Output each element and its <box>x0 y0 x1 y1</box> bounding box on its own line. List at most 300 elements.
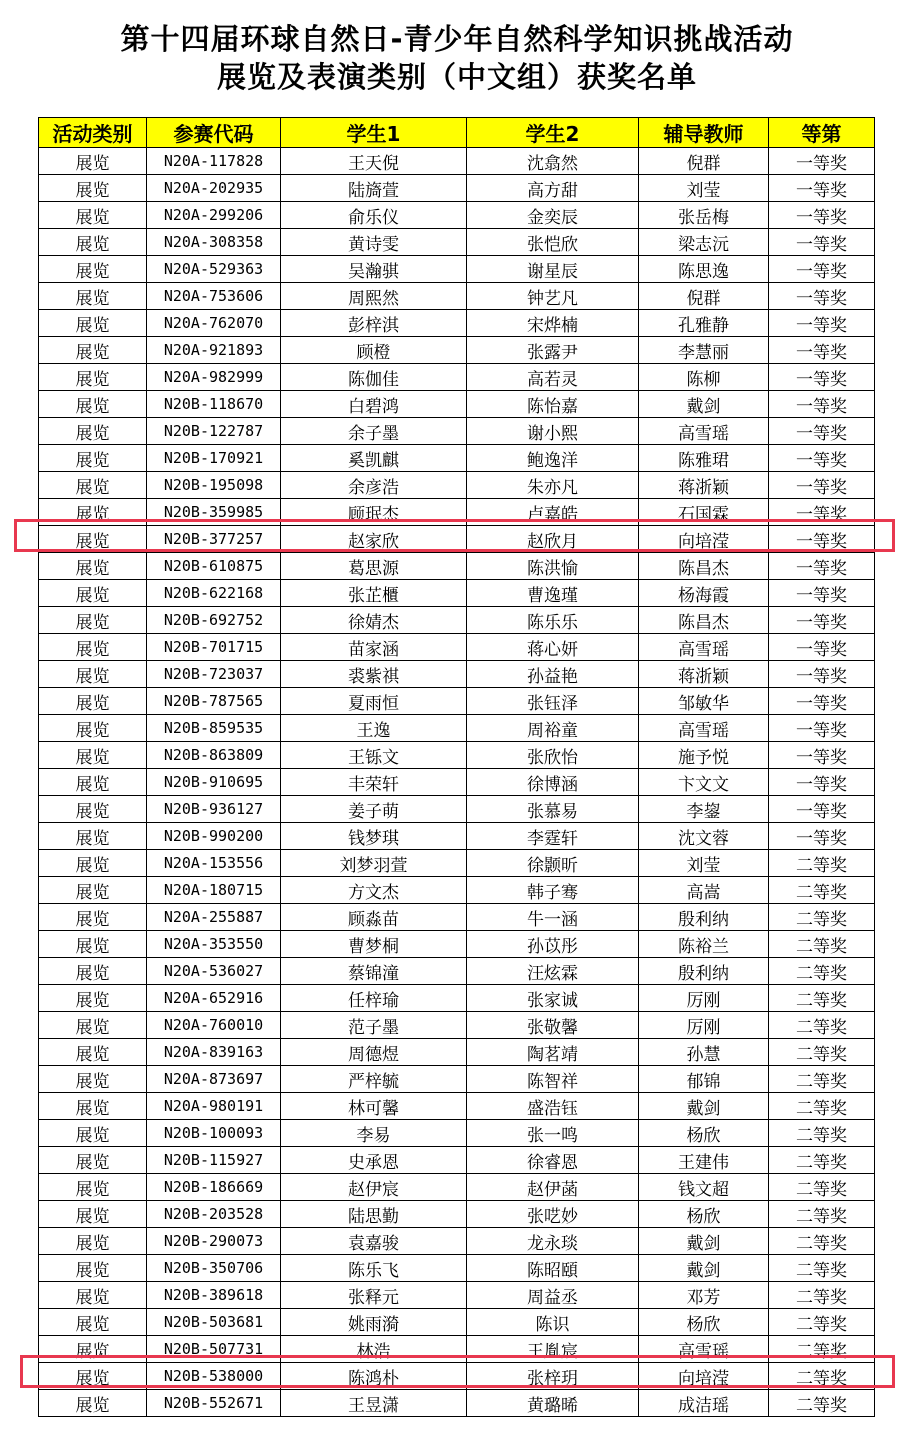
cell-student-1: 任梓瑜 <box>281 985 467 1012</box>
table-row <box>39 1120 875 1147</box>
header-teacher: 辅导教师 <box>639 118 769 148</box>
cell-award: 一等奖 <box>769 229 875 256</box>
cell-code: N20A-873697 <box>147 1066 281 1093</box>
cell-student-1: 余子墨 <box>281 418 467 445</box>
cell-student-2: 汪炫霖 <box>467 958 639 985</box>
cell-code: N20B-389618 <box>147 1282 281 1309</box>
cell-student-1: 蔡锦潼 <box>281 958 467 985</box>
table-row <box>39 1066 875 1093</box>
cell-student-1: 苗家涵 <box>281 634 467 661</box>
table-row <box>39 796 875 823</box>
table-row <box>39 904 875 931</box>
award-table <box>38 117 875 1417</box>
cell-teacher: 倪群 <box>639 283 769 310</box>
cell-award: 二等奖 <box>769 1174 875 1201</box>
cell-category: 展览 <box>39 796 147 823</box>
cell-teacher: 殷利纳 <box>639 904 769 931</box>
cell-student-2: 张欣怡 <box>467 742 639 769</box>
cell-teacher: 向培滢 <box>639 1363 769 1390</box>
cell-student-2: 陈洪愉 <box>467 553 639 580</box>
cell-student-2: 黄璐晞 <box>467 1390 639 1417</box>
cell-code: N20B-787565 <box>147 688 281 715</box>
cell-teacher: 蒋浙颖 <box>639 472 769 499</box>
cell-student-1: 丰荣轩 <box>281 769 467 796</box>
cell-award: 二等奖 <box>769 1120 875 1147</box>
cell-code: N20B-359985 <box>147 499 281 526</box>
cell-category: 展览 <box>39 1336 147 1363</box>
table-row <box>39 526 875 553</box>
cell-category: 展览 <box>39 1309 147 1336</box>
table-row <box>39 1336 875 1363</box>
cell-student-2: 孙益艳 <box>467 661 639 688</box>
cell-teacher: 殷利纳 <box>639 958 769 985</box>
cell-teacher: 戴剑 <box>639 1228 769 1255</box>
table-row <box>39 634 875 661</box>
cell-category: 展览 <box>39 1228 147 1255</box>
table-row <box>39 202 875 229</box>
cell-student-1: 周德煜 <box>281 1039 467 1066</box>
cell-teacher: 李慧丽 <box>639 337 769 364</box>
cell-award: 二等奖 <box>769 1228 875 1255</box>
cell-student-2: 沈翕然 <box>467 148 639 175</box>
cell-student-1: 王天倪 <box>281 148 467 175</box>
cell-student-1: 黄诗雯 <box>281 229 467 256</box>
cell-code: N20A-255887 <box>147 904 281 931</box>
cell-teacher: 向培滢 <box>639 526 769 553</box>
cell-code: N20B-350706 <box>147 1255 281 1282</box>
cell-code: N20A-308358 <box>147 229 281 256</box>
cell-award: 二等奖 <box>769 1336 875 1363</box>
cell-code: N20B-859535 <box>147 715 281 742</box>
cell-category: 展览 <box>39 1390 147 1417</box>
cell-student-1: 钱梦琪 <box>281 823 467 850</box>
cell-code: N20A-536027 <box>147 958 281 985</box>
cell-category: 展览 <box>39 661 147 688</box>
cell-category: 展览 <box>39 823 147 850</box>
cell-student-1: 顾淼苗 <box>281 904 467 931</box>
cell-category: 展览 <box>39 1147 147 1174</box>
cell-teacher: 刘莹 <box>639 850 769 877</box>
cell-award: 一等奖 <box>769 499 875 526</box>
table-row <box>39 148 875 175</box>
cell-student-2: 徐颢昕 <box>467 850 639 877</box>
cell-student-1: 曹梦桐 <box>281 931 467 958</box>
header-category: 活动类别 <box>39 118 147 148</box>
cell-code: N20B-863809 <box>147 742 281 769</box>
cell-teacher: 陈昌杰 <box>639 607 769 634</box>
cell-award: 一等奖 <box>769 661 875 688</box>
cell-teacher: 王建伟 <box>639 1147 769 1174</box>
cell-award: 一等奖 <box>769 283 875 310</box>
cell-student-2: 高若灵 <box>467 364 639 391</box>
cell-teacher: 邓芳 <box>639 1282 769 1309</box>
cell-code: N20B-610875 <box>147 553 281 580</box>
cell-teacher: 高雪瑶 <box>639 715 769 742</box>
cell-category: 展览 <box>39 1093 147 1120</box>
cell-award: 二等奖 <box>769 1201 875 1228</box>
cell-code: N20A-921893 <box>147 337 281 364</box>
cell-award: 二等奖 <box>769 1147 875 1174</box>
cell-student-1: 史承恩 <box>281 1147 467 1174</box>
cell-code: N20B-701715 <box>147 634 281 661</box>
cell-student-2: 张家诚 <box>467 985 639 1012</box>
table-row <box>39 661 875 688</box>
cell-award: 一等奖 <box>769 472 875 499</box>
cell-teacher: 卞文文 <box>639 769 769 796</box>
cell-student-2: 徐博涵 <box>467 769 639 796</box>
cell-award: 一等奖 <box>769 364 875 391</box>
cell-code: N20A-753606 <box>147 283 281 310</box>
cell-student-2: 李霆轩 <box>467 823 639 850</box>
cell-teacher: 刘莹 <box>639 175 769 202</box>
table-row <box>39 877 875 904</box>
table-row <box>39 553 875 580</box>
cell-category: 展览 <box>39 256 147 283</box>
cell-category: 展览 <box>39 985 147 1012</box>
header-student-2: 学生2 <box>467 118 639 148</box>
cell-student-1: 顾珉杰 <box>281 499 467 526</box>
cell-teacher: 陈思逸 <box>639 256 769 283</box>
cell-award: 二等奖 <box>769 877 875 904</box>
cell-student-2: 徐睿恩 <box>467 1147 639 1174</box>
cell-category: 展览 <box>39 688 147 715</box>
cell-student-2: 王胤宸 <box>467 1336 639 1363</box>
cell-category: 展览 <box>39 499 147 526</box>
cell-teacher: 厉刚 <box>639 985 769 1012</box>
table-row <box>39 1039 875 1066</box>
cell-student-2: 陶茗靖 <box>467 1039 639 1066</box>
cell-teacher: 成洁瑶 <box>639 1390 769 1417</box>
cell-student-2: 陈怡嘉 <box>467 391 639 418</box>
cell-teacher: 邹敏华 <box>639 688 769 715</box>
cell-student-2: 高方甜 <box>467 175 639 202</box>
cell-teacher: 厉刚 <box>639 1012 769 1039</box>
cell-student-1: 方文杰 <box>281 877 467 904</box>
cell-category: 展览 <box>39 1012 147 1039</box>
cell-code: N20A-153556 <box>147 850 281 877</box>
cell-teacher: 孙慧 <box>639 1039 769 1066</box>
cell-category: 展览 <box>39 1039 147 1066</box>
cell-award: 一等奖 <box>769 580 875 607</box>
cell-student-2: 曹逸瑾 <box>467 580 639 607</box>
cell-student-2: 张恺欣 <box>467 229 639 256</box>
cell-student-1: 刘梦羽萱 <box>281 850 467 877</box>
cell-code: N20B-538000 <box>147 1363 281 1390</box>
cell-student-2: 谢星辰 <box>467 256 639 283</box>
table-row <box>39 283 875 310</box>
cell-student-1: 王铄文 <box>281 742 467 769</box>
table-row <box>39 1201 875 1228</box>
cell-student-1: 彭梓淇 <box>281 310 467 337</box>
cell-student-2: 张一鸣 <box>467 1120 639 1147</box>
cell-code: N20B-910695 <box>147 769 281 796</box>
cell-student-2: 蒋心妍 <box>467 634 639 661</box>
cell-teacher: 李鋆 <box>639 796 769 823</box>
cell-student-1: 张芷櫃 <box>281 580 467 607</box>
cell-category: 展览 <box>39 1120 147 1147</box>
cell-category: 展览 <box>39 337 147 364</box>
cell-code: N20B-552671 <box>147 1390 281 1417</box>
table-row <box>39 580 875 607</box>
cell-student-2: 宋烨楠 <box>467 310 639 337</box>
cell-student-1: 林可馨 <box>281 1093 467 1120</box>
cell-student-1: 葛思源 <box>281 553 467 580</box>
cell-student-1: 赵家欣 <box>281 526 467 553</box>
cell-award: 二等奖 <box>769 958 875 985</box>
cell-category: 展览 <box>39 472 147 499</box>
table-row <box>39 1093 875 1120</box>
cell-award: 一等奖 <box>769 310 875 337</box>
cell-award: 二等奖 <box>769 1390 875 1417</box>
cell-teacher: 陈昌杰 <box>639 553 769 580</box>
table-row <box>39 391 875 418</box>
cell-student-1: 陈鸿朴 <box>281 1363 467 1390</box>
cell-student-1: 姜子萌 <box>281 796 467 823</box>
cell-category: 展览 <box>39 931 147 958</box>
cell-award: 一等奖 <box>769 337 875 364</box>
header-student-1: 学生1 <box>281 118 467 148</box>
table-row <box>39 418 875 445</box>
cell-teacher: 钱文超 <box>639 1174 769 1201</box>
header-award: 等第 <box>769 118 875 148</box>
cell-student-2: 张露尹 <box>467 337 639 364</box>
cell-award: 一等奖 <box>769 175 875 202</box>
cell-award: 二等奖 <box>769 985 875 1012</box>
cell-code: N20A-980191 <box>147 1093 281 1120</box>
table-row <box>39 1390 875 1417</box>
cell-category: 展览 <box>39 526 147 553</box>
cell-student-1: 王昱潇 <box>281 1390 467 1417</box>
cell-award: 二等奖 <box>769 1039 875 1066</box>
cell-student-1: 白碧鸿 <box>281 391 467 418</box>
cell-student-2: 卢嘉皓 <box>467 499 639 526</box>
cell-student-1: 徐婧杰 <box>281 607 467 634</box>
table-row <box>39 1282 875 1309</box>
table-row <box>39 175 875 202</box>
table-row <box>39 931 875 958</box>
cell-student-2: 赵欣月 <box>467 526 639 553</box>
cell-award: 一等奖 <box>769 742 875 769</box>
cell-award: 二等奖 <box>769 931 875 958</box>
cell-student-1: 张释元 <box>281 1282 467 1309</box>
table-row <box>39 256 875 283</box>
page-title-line-2: 展览及表演类别（中文组）获奖名单 <box>216 60 697 94</box>
cell-teacher: 戴剑 <box>639 1093 769 1120</box>
cell-code: N20B-507731 <box>147 1336 281 1363</box>
cell-award: 一等奖 <box>769 418 875 445</box>
cell-student-1: 陈伽佳 <box>281 364 467 391</box>
table-header-row <box>39 118 875 148</box>
cell-category: 展览 <box>39 742 147 769</box>
cell-code: N20B-100093 <box>147 1120 281 1147</box>
cell-student-1: 陆思勤 <box>281 1201 467 1228</box>
cell-student-2: 陈昭頤 <box>467 1255 639 1282</box>
cell-code: N20B-170921 <box>147 445 281 472</box>
header-code: 参赛代码 <box>147 118 281 148</box>
cell-category: 展览 <box>39 445 147 472</box>
cell-teacher: 陈柳 <box>639 364 769 391</box>
cell-student-2: 孙苡彤 <box>467 931 639 958</box>
cell-teacher: 倪群 <box>639 148 769 175</box>
cell-teacher: 郁锦 <box>639 1066 769 1093</box>
cell-student-2: 周益丞 <box>467 1282 639 1309</box>
cell-award: 一等奖 <box>769 634 875 661</box>
cell-code: N20A-762070 <box>147 310 281 337</box>
cell-student-1: 姚雨漪 <box>281 1309 467 1336</box>
page-title-line-1: 第十四届环球自然日-青少年自然科学知识挑战活动 <box>120 22 794 56</box>
cell-category: 展览 <box>39 553 147 580</box>
cell-award: 一等奖 <box>769 823 875 850</box>
table-row <box>39 229 875 256</box>
cell-award: 一等奖 <box>769 796 875 823</box>
cell-category: 展览 <box>39 310 147 337</box>
cell-category: 展览 <box>39 175 147 202</box>
cell-student-1: 陈乐飞 <box>281 1255 467 1282</box>
cell-teacher: 杨海霞 <box>639 580 769 607</box>
cell-teacher: 沈文蓉 <box>639 823 769 850</box>
cell-award: 一等奖 <box>769 553 875 580</box>
cell-student-1: 范子墨 <box>281 1012 467 1039</box>
cell-teacher: 高雪瑶 <box>639 1336 769 1363</box>
cell-category: 展览 <box>39 634 147 661</box>
cell-award: 一等奖 <box>769 202 875 229</box>
table-row <box>39 1228 875 1255</box>
cell-code: N20A-760010 <box>147 1012 281 1039</box>
cell-student-2: 盛浩钰 <box>467 1093 639 1120</box>
cell-category: 展览 <box>39 283 147 310</box>
cell-teacher: 蒋浙颖 <box>639 661 769 688</box>
cell-student-2: 朱亦凡 <box>467 472 639 499</box>
cell-code: N20A-117828 <box>147 148 281 175</box>
cell-code: N20B-115927 <box>147 1147 281 1174</box>
cell-student-1: 陆旖萱 <box>281 175 467 202</box>
cell-teacher: 杨欣 <box>639 1201 769 1228</box>
table-row <box>39 1147 875 1174</box>
cell-category: 展览 <box>39 418 147 445</box>
cell-award: 二等奖 <box>769 1012 875 1039</box>
cell-student-2: 谢小熙 <box>467 418 639 445</box>
cell-award: 一等奖 <box>769 769 875 796</box>
cell-category: 展览 <box>39 850 147 877</box>
cell-student-2: 赵伊菡 <box>467 1174 639 1201</box>
cell-award: 二等奖 <box>769 904 875 931</box>
cell-student-2: 鲍逸洋 <box>467 445 639 472</box>
table-row <box>39 607 875 634</box>
table-row <box>39 850 875 877</box>
cell-award: 二等奖 <box>769 850 875 877</box>
cell-teacher: 杨欣 <box>639 1120 769 1147</box>
cell-code: N20B-622168 <box>147 580 281 607</box>
cell-code: N20B-936127 <box>147 796 281 823</box>
cell-student-2: 周裕童 <box>467 715 639 742</box>
cell-category: 展览 <box>39 715 147 742</box>
cell-teacher: 高嵩 <box>639 877 769 904</box>
cell-student-2: 韩子骞 <box>467 877 639 904</box>
cell-code: N20B-203528 <box>147 1201 281 1228</box>
table-row <box>39 958 875 985</box>
cell-student-1: 周熙然 <box>281 283 467 310</box>
table-row <box>39 823 875 850</box>
cell-student-2: 张梓玥 <box>467 1363 639 1390</box>
cell-student-2: 张慕易 <box>467 796 639 823</box>
cell-category: 展览 <box>39 1363 147 1390</box>
cell-teacher: 梁志沅 <box>639 229 769 256</box>
table-row <box>39 445 875 472</box>
cell-student-1: 袁嘉骏 <box>281 1228 467 1255</box>
cell-student-1: 林浩 <box>281 1336 467 1363</box>
cell-category: 展览 <box>39 1174 147 1201</box>
table-row <box>39 742 875 769</box>
cell-award: 一等奖 <box>769 688 875 715</box>
cell-code: N20A-529363 <box>147 256 281 283</box>
table-row <box>39 337 875 364</box>
cell-teacher: 高雪瑶 <box>639 418 769 445</box>
cell-student-1: 夏雨恒 <box>281 688 467 715</box>
cell-category: 展览 <box>39 1282 147 1309</box>
cell-teacher: 陈雅珺 <box>639 445 769 472</box>
table-row <box>39 364 875 391</box>
cell-category: 展览 <box>39 364 147 391</box>
cell-student-1: 裘紫祺 <box>281 661 467 688</box>
cell-category: 展览 <box>39 148 147 175</box>
table-row <box>39 472 875 499</box>
cell-award: 一等奖 <box>769 445 875 472</box>
cell-code: N20B-122787 <box>147 418 281 445</box>
cell-student-2: 陈乐乐 <box>467 607 639 634</box>
cell-award: 二等奖 <box>769 1093 875 1120</box>
cell-student-2: 张钰泽 <box>467 688 639 715</box>
cell-category: 展览 <box>39 1201 147 1228</box>
cell-student-2: 陈识 <box>467 1309 639 1336</box>
cell-category: 展览 <box>39 580 147 607</box>
cell-code: N20B-186669 <box>147 1174 281 1201</box>
cell-code: N20A-202935 <box>147 175 281 202</box>
cell-student-2: 牛一涵 <box>467 904 639 931</box>
cell-award: 一等奖 <box>769 607 875 634</box>
cell-award: 一等奖 <box>769 391 875 418</box>
cell-code: N20B-195098 <box>147 472 281 499</box>
cell-student-1: 王逸 <box>281 715 467 742</box>
table-row <box>39 715 875 742</box>
cell-award: 一等奖 <box>769 148 875 175</box>
cell-category: 展览 <box>39 607 147 634</box>
cell-award: 二等奖 <box>769 1363 875 1390</box>
cell-code: N20A-652916 <box>147 985 281 1012</box>
cell-category: 展览 <box>39 229 147 256</box>
table-row <box>39 310 875 337</box>
cell-teacher: 石国霖 <box>639 499 769 526</box>
cell-category: 展览 <box>39 877 147 904</box>
cell-award: 二等奖 <box>769 1309 875 1336</box>
cell-teacher: 戴剑 <box>639 1255 769 1282</box>
cell-teacher: 施予悦 <box>639 742 769 769</box>
cell-code: N20B-118670 <box>147 391 281 418</box>
cell-teacher: 张岳梅 <box>639 202 769 229</box>
cell-award: 一等奖 <box>769 256 875 283</box>
cell-award: 一等奖 <box>769 526 875 553</box>
cell-teacher: 戴剑 <box>639 391 769 418</box>
table-row <box>39 1363 875 1390</box>
cell-code: N20A-839163 <box>147 1039 281 1066</box>
table-row <box>39 1012 875 1039</box>
cell-student-1: 李易 <box>281 1120 467 1147</box>
cell-code: N20A-982999 <box>147 364 281 391</box>
cell-award: 二等奖 <box>769 1282 875 1309</box>
cell-code: N20B-290073 <box>147 1228 281 1255</box>
cell-student-1: 严梓毓 <box>281 1066 467 1093</box>
cell-category: 展览 <box>39 202 147 229</box>
cell-student-2: 张呓妙 <box>467 1201 639 1228</box>
